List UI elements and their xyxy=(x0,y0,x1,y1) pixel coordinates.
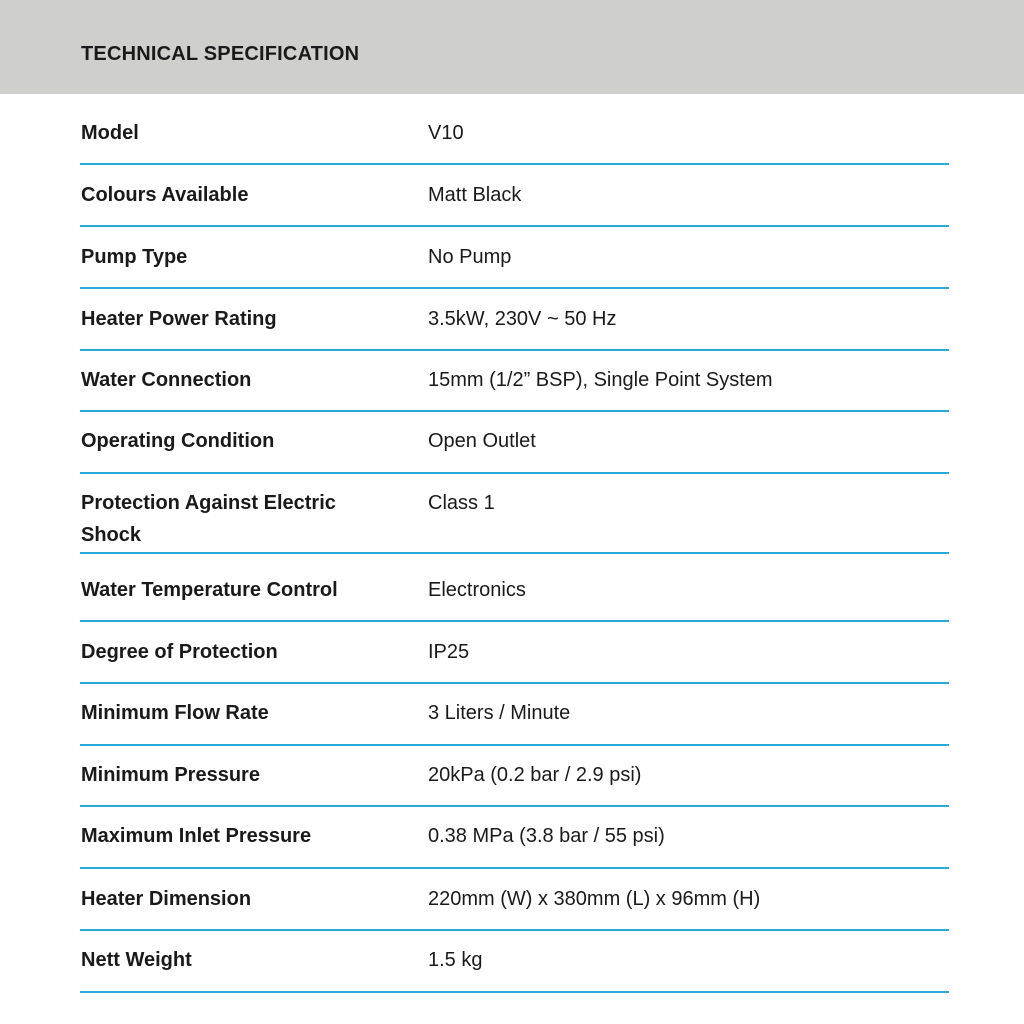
spec-label: Colours Available xyxy=(81,184,249,206)
spec-label: Minimum Flow Rate xyxy=(81,702,269,724)
table-row xyxy=(80,622,949,684)
spec-label: Operating Condition xyxy=(81,430,275,452)
table-row xyxy=(80,102,949,165)
table-row xyxy=(80,351,949,412)
header-bar xyxy=(0,0,1024,94)
spec-value: 3.5kW, 230V ~ 50 Hz xyxy=(428,308,617,330)
table-row xyxy=(80,931,949,993)
spec-label: Heater Power Rating xyxy=(81,308,277,330)
table-row xyxy=(80,412,949,474)
spec-label: Heater Dimension xyxy=(81,888,252,910)
spec-label: Protection Against Electric Shock xyxy=(81,492,336,546)
table-row xyxy=(80,869,949,931)
spec-value: Class 1 xyxy=(428,492,495,514)
spec-label: Maximum Inlet Pressure xyxy=(81,825,312,847)
spec-label: Water Connection xyxy=(81,369,252,391)
spec-value: 1.5 kg xyxy=(428,949,483,971)
spec-value: 0.38 MPa (3.8 bar / 55 psi) xyxy=(428,825,665,847)
spec-value: 220mm (W) x 380mm (L) x 96mm (H) xyxy=(428,888,761,910)
table-row xyxy=(80,684,949,746)
spec-label: Model xyxy=(81,122,139,144)
spec-value: 3 Liters / Minute xyxy=(428,702,571,724)
table-row xyxy=(80,227,949,289)
table-row xyxy=(80,746,949,807)
spec-value: 15mm (1/2” BSP), Single Point System xyxy=(428,369,773,391)
table-row xyxy=(80,165,949,227)
spec-value: Electronics xyxy=(428,579,526,601)
spec-label: Water Temperature Control xyxy=(81,579,338,601)
spec-value: V10 xyxy=(428,122,464,144)
spec-value: No Pump xyxy=(428,246,512,268)
spec-value: 20kPa (0.2 bar / 2.9 psi) xyxy=(428,764,642,786)
spec-table xyxy=(80,102,949,993)
table-row xyxy=(80,807,949,869)
spec-value: IP25 xyxy=(428,641,470,663)
spec-label: Nett Weight xyxy=(81,949,192,971)
spec-label: Degree of Protection xyxy=(81,641,278,663)
table-row xyxy=(80,554,949,622)
table-row xyxy=(80,289,949,351)
table-row xyxy=(80,474,949,554)
page-title: TECHNICAL SPECIFICATION xyxy=(81,43,360,65)
spec-label: Pump Type xyxy=(81,246,188,268)
spec-label: Minimum Pressure xyxy=(81,764,260,786)
spec-value: Open Outlet xyxy=(428,430,536,452)
spec-value: Matt Black xyxy=(428,184,522,206)
